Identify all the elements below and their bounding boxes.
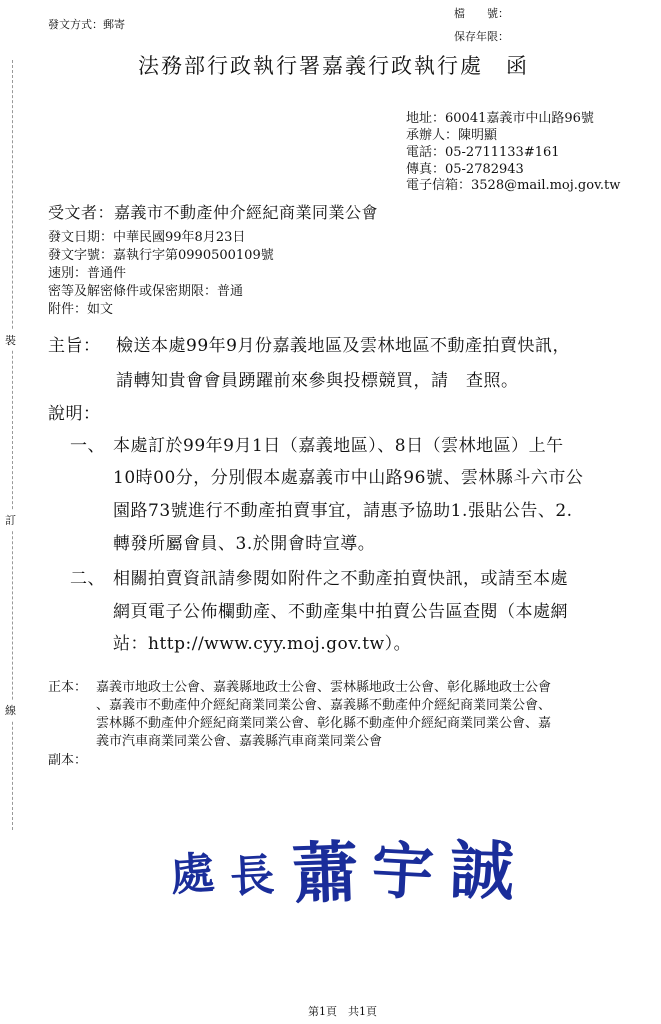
signature-char: 長 (228, 849, 276, 904)
explanation-line: 轉發所屬會員、3.於開會時宣導。 (113, 534, 376, 554)
explanation-line: 相關拍賣資訊請參閱如附件之不動產拍賣快訊，或請至本處 (113, 569, 568, 589)
contact-fax: 傳真：05-2782943 (406, 162, 524, 177)
subject-label: 主旨： (48, 336, 101, 356)
signature-char: 誠 (448, 833, 516, 911)
explanation-line: 10時00分，分別假本處嘉義市中山路96號、雲林縣斗六市公 (113, 468, 584, 488)
document-title: 法務部行政執行署嘉義行政執行處 函 (138, 54, 529, 78)
explanation-item-number: 一、 (70, 436, 105, 456)
explanation-label: 說明： (48, 404, 101, 424)
contact-address: 地址：60041嘉義市中山路96號 (406, 111, 594, 126)
document-number: 發文字號：嘉執行字第0990500109號 (48, 248, 274, 263)
main-recipients-line: 義市汽車商業同業公會、嘉義縣汽車商業同業公會 (96, 734, 383, 749)
recipient: 受文者：嘉義市不動產仲介經紀商業同業公會 (48, 203, 379, 222)
contact-email: 電子信箱：3528@mail.moj.gov.tw (406, 178, 621, 193)
main-recipients-label: 正本： (48, 680, 88, 695)
subject-line: 檢送本處99年9月份嘉義地區及雲林地區不動產拍賣快訊， (116, 336, 570, 356)
explanation-item-number: 二、 (70, 569, 105, 589)
explanation-line: 本處訂於99年9月1日（嘉義地區）、8日（雲林地區）上午 (113, 436, 564, 456)
binding-mark-middle: 訂 (5, 510, 16, 530)
signature-char: 宇 (369, 833, 436, 910)
contact-phone: 電話：05-2711133#161 (406, 145, 560, 160)
main-recipients-line: 雲林縣不動產仲介經紀商業同業公會、彰化縣不動產仲介經紀商業同業公會、嘉 (96, 716, 552, 731)
page-footer: 第1頁 共1頁 (308, 1005, 377, 1018)
main-recipients-line: 嘉義市地政士公會、嘉義縣地政士公會、雲林縣地政士公會、彰化縣地政士公會 (96, 680, 552, 695)
signature-stamp (150, 800, 570, 940)
dispatch-method: 發文方式：郵寄 (48, 18, 125, 31)
security-class: 密等及解密條件或保密期限：普通 (48, 284, 244, 299)
attachment: 附件：如文 (48, 302, 114, 317)
subject-line: 請轉知貴會會員踴躍前來參與投標競買，請 查照。 (116, 371, 519, 391)
copy-recipients-label: 副本： (48, 753, 88, 768)
retention-label: 保存年限： (454, 30, 509, 43)
file-number-label: 檔 號： (454, 7, 509, 20)
binding-mark-bottom: 線 (5, 700, 16, 720)
signature-char: 處 (168, 847, 217, 902)
explanation-line: 園路73號進行不動產拍賣事宜，請惠予協助1.張貼公告、2. (113, 501, 573, 521)
contact-officer: 承辦人：陳明顯 (406, 128, 498, 143)
signature-char: 蕭 (290, 833, 360, 914)
main-recipients-line: 、嘉義市不動產仲介經紀商業同業公會、嘉義縣不動產仲介經紀商業同業公會、 (96, 698, 552, 713)
explanation-line: 站：http://www.cyy.moj.gov.tw）。 (113, 634, 412, 654)
binding-mark-top: 裝 (5, 330, 16, 350)
issue-date: 發文日期：中華民國99年8月23日 (48, 230, 246, 245)
explanation-line: 網頁電子公佈欄動產、不動產集中拍賣公告區查閱（本處網 (113, 602, 568, 622)
speed-class: 速別：普通件 (48, 266, 127, 281)
